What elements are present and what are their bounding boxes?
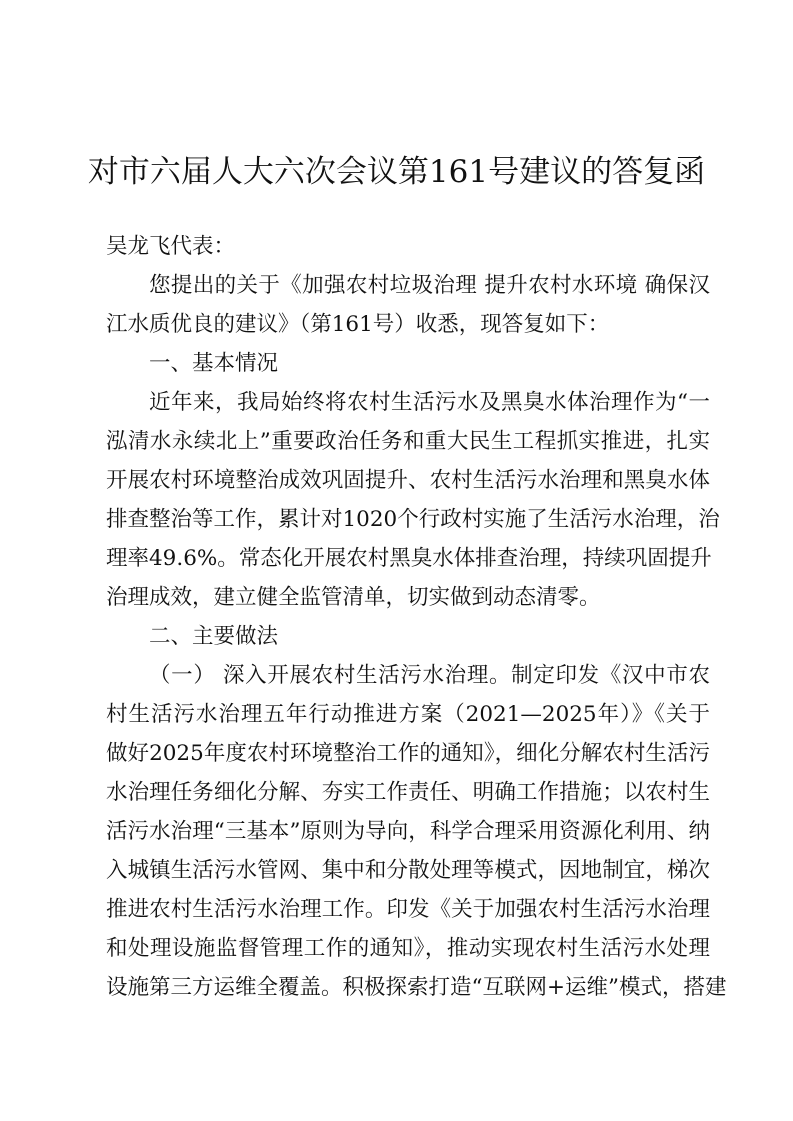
paragraph-line: 做好2025年度农村环境整治工作的通知》，细化分解农村生活污: [106, 741, 710, 766]
paragraph-line: 近年来，我局始终将农村生活污水及黑臭水体治理作为“一: [149, 390, 710, 415]
paragraph-line: 您提出的关于《加强农村垃圾治理 提升农村水环境 确保汉: [149, 273, 710, 298]
salutation: 吴龙飞代表：: [106, 234, 236, 259]
paragraph-line: 入城镇生活污水管网、集中和分散处理等模式，因地制宜，梯次: [106, 858, 710, 883]
paragraph-line: 和处理设施监督管理工作的通知》，推动实现农村生活污水处理: [106, 936, 710, 961]
section-heading: 二、主要做法: [149, 624, 279, 649]
paragraph-line: 泓清水永续北上”重要政治任务和重大民生工程抓实推进，扎实: [106, 429, 710, 454]
paragraph-line: 推进农村生活污水治理工作。印发《关于加强农村生活污水治理: [106, 897, 710, 922]
paragraph-line: 活污水治理“三基本”原则为导向，科学合理采用资源化利用、纳: [106, 819, 710, 844]
paragraph-line: 理率49.6%。常态化开展农村黑臭水体排查治理，持续巩固提升: [106, 546, 712, 571]
document-title: 对市六届人大六次会议第161号建议的答复函: [87, 154, 706, 190]
paragraph-line: 江水质优良的建议》（第161号）收悉，现答复如下：: [106, 312, 610, 337]
paragraph-line: 村生活污水治理五年行动推进方案（2021—2025年）》《关于: [106, 702, 710, 727]
paragraph-line: （一） 深入开展农村生活污水治理。制定印发《汉中市农: [149, 663, 710, 688]
paragraph-line: 开展农村环境整治成效巩固提升、农村生活污水治理和黑臭水体: [106, 468, 710, 493]
paragraph-line: 排查整治等工作，累计对1020个行政村实施了生活污水治理，治: [106, 507, 720, 532]
paragraph-line: 治理成效，建立健全监管清单，切实做到动态清零。: [106, 585, 601, 610]
paragraph-line: 水治理任务细化分解、夯实工作责任、明确工作措施；以农村生: [106, 780, 710, 805]
section-heading: 一、基本情况: [149, 351, 279, 376]
paragraph-line: 设施第三方运维全覆盖。积极探索打造“互联网+运维”模式，搭建: [106, 975, 727, 1000]
